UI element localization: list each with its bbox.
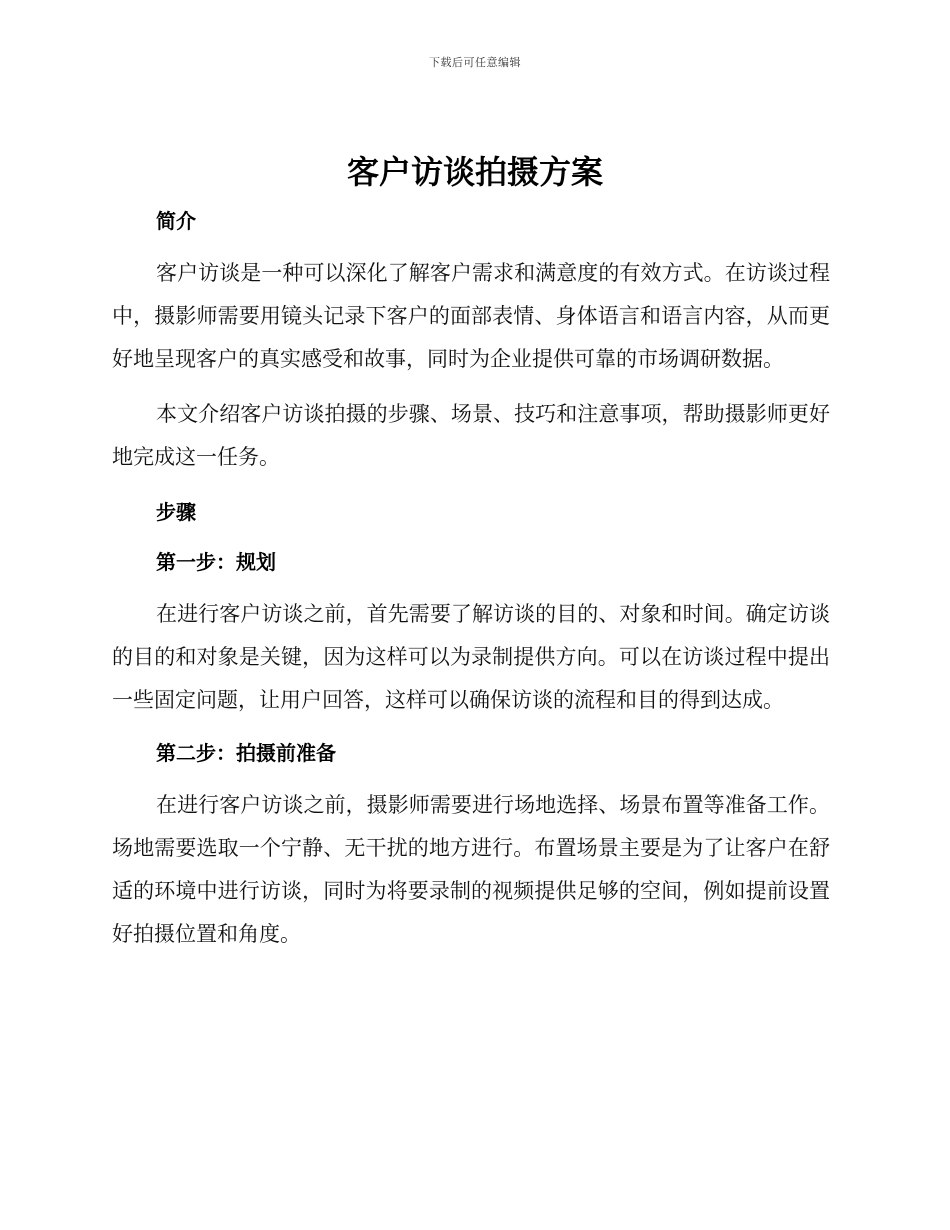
document-body <box>112 202 830 968</box>
section-heading-intro: 简介 <box>156 209 196 233</box>
step1-heading: 第一步：规划 <box>156 550 276 574</box>
step2-heading: 第二步：拍摄前准备 <box>156 741 336 765</box>
document-title: 客户访谈拍摄方案 <box>346 153 603 191</box>
section-heading-steps: 步骤 <box>156 500 196 524</box>
intro-paragraph-1: 客户访谈是一种可以深化了解客户需求和满意度的有效方式。在访谈过程中，摄影师需要用镜头记录下客户的面部表情、身体语言和语言内容，从而更好地呈现客户的真实感受和故事，同时为企业提供可靠的市场调研数据。 <box>112 261 830 371</box>
intro-paragraph-2: 本文介绍客户访谈拍摄的步骤、场景、技巧和注意事项，帮助摄影师更好地完成这一任务。 <box>112 402 830 469</box>
step1-paragraph: 在进行客户访谈之前，首先需要了解访谈的目的、对象和时间。确定访谈的目的和对象是关键，因为这样可以为录制提供方向。可以在访谈过程中提出一些固定问题，让用户回答，这样可以确保访谈的流程和目的得到达成。 <box>112 602 830 712</box>
header-note: 下载后可任意编辑 <box>429 56 521 69</box>
step2-paragraph: 在进行客户访谈之前，摄影师需要进行场地选择、场景布置等准备工作。场地需要选取一个宁静、无干扰的地方进行。布置场景主要是为了让客户在舒适的环境中进行访谈，同时为将要录制的视频提供足够的空间，例如提前设置好拍摄位置和角度。 <box>112 793 830 946</box>
